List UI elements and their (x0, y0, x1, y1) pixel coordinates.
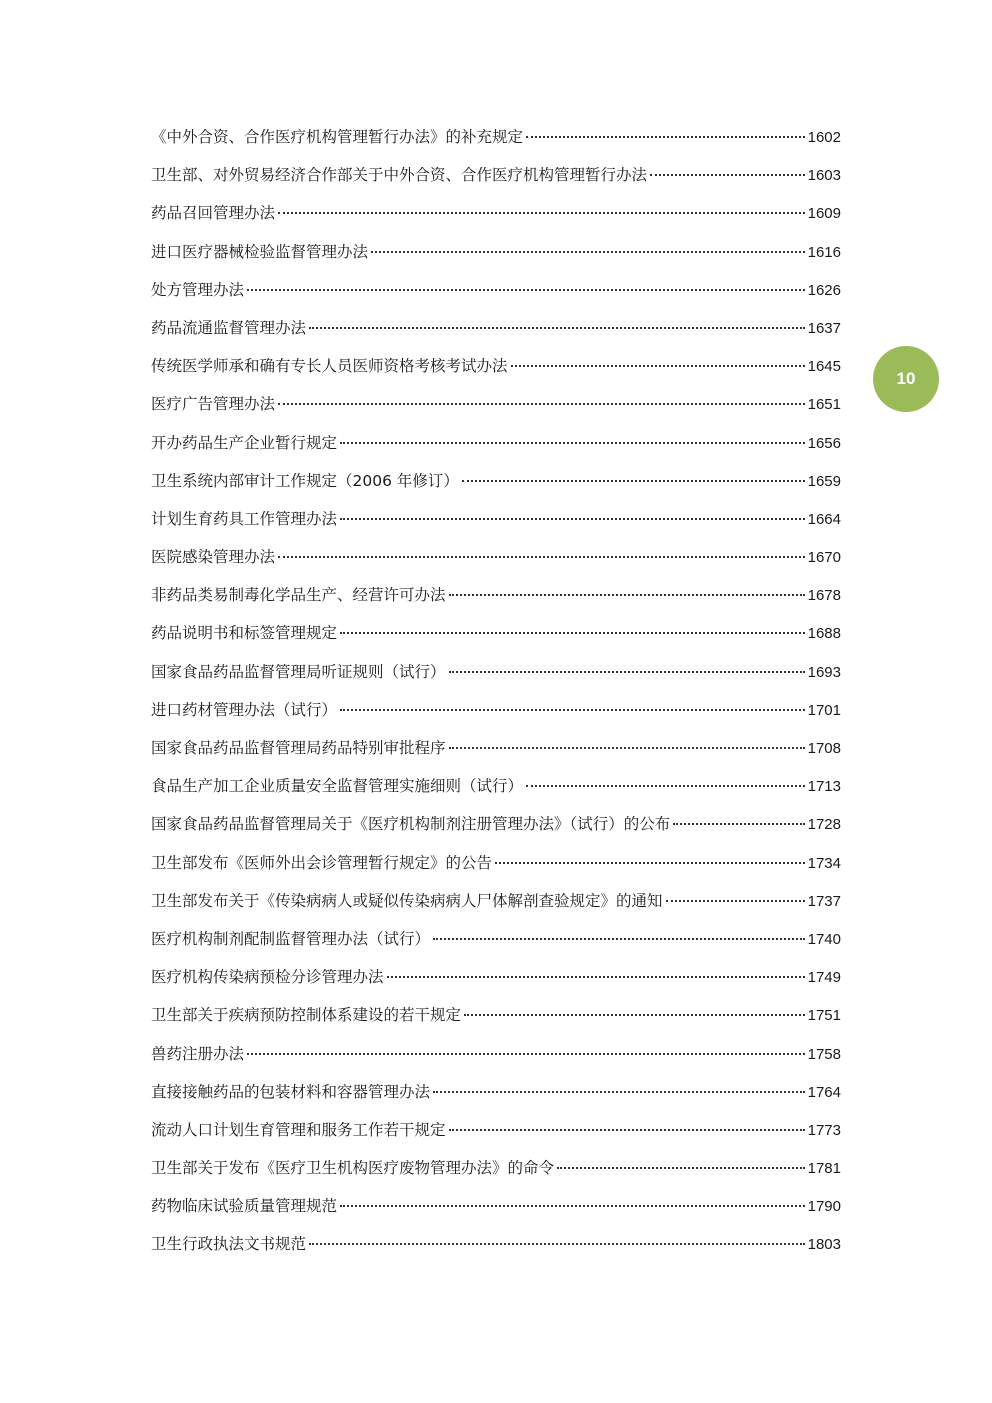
toc-entry[interactable] (151, 309, 841, 347)
toc-entry[interactable] (151, 1035, 841, 1073)
toc-entry-page: 1781 (807, 1160, 841, 1178)
toc-entry[interactable] (151, 156, 841, 194)
toc-entry-title: 国家食品药品监督管理局药品特别审批程序 (151, 739, 446, 757)
toc-entry[interactable] (151, 385, 841, 423)
toc-dot-leader (387, 976, 805, 978)
toc-entry[interactable] (151, 1149, 841, 1187)
toc-entry-page: 1664 (807, 510, 841, 528)
toc-entry-title: 卫生部发布《医师外出会诊管理暂行规定》的公告 (151, 853, 493, 872)
toc-dot-leader (449, 594, 805, 596)
toc-entry[interactable] (151, 347, 841, 385)
toc-entry-title: 流动人口计划生育管理和服务工作若干规定 (151, 1120, 446, 1139)
toc-dot-leader (511, 365, 805, 367)
toc-dot-leader (526, 136, 805, 138)
toc-dot-leader (433, 1091, 805, 1093)
toc-entry[interactable] (151, 462, 841, 500)
toc-dot-leader (247, 1053, 805, 1055)
toc-dot-leader (433, 938, 805, 940)
toc-entry[interactable] (151, 691, 841, 729)
toc-entry[interactable] (151, 958, 841, 996)
toc-entry-title: 兽药注册办法 (151, 1044, 245, 1063)
toc-entry-title: 医疗机构制剂配制监督管理办法（试行） (151, 929, 431, 948)
toc-entry-title: 卫生行政执法文书规范 (151, 1235, 307, 1254)
toc-entry-title: 处方管理办法 (151, 280, 245, 299)
toc-dot-leader (666, 900, 805, 902)
toc-entry[interactable] (151, 614, 841, 652)
toc-entry-title: 药品说明书和标签管理规定 (151, 624, 338, 643)
toc-entry[interactable] (151, 653, 841, 691)
toc-dot-leader (340, 1205, 805, 1207)
toc-entry[interactable] (151, 805, 841, 843)
page-number-badge (873, 346, 939, 412)
toc-dot-leader (464, 1014, 805, 1016)
toc-dot-leader (449, 671, 805, 673)
toc-dot-leader (340, 632, 805, 634)
toc-entry[interactable] (151, 118, 841, 156)
toc-entry[interactable] (151, 1073, 841, 1111)
toc-entry-page: 1740 (807, 930, 841, 948)
toc-entry-page: 1773 (807, 1121, 841, 1139)
toc-entry-title: 卫生部关于疾病预防控制体系建设的若干规定 (151, 1006, 462, 1025)
toc-dot-leader (526, 785, 805, 787)
toc-entry[interactable] (151, 767, 841, 805)
toc-entry-page: 1728 (807, 816, 841, 834)
table-of-contents (151, 118, 841, 1264)
toc-dot-leader (309, 327, 805, 329)
toc-dot-leader (449, 1129, 805, 1131)
toc-dot-leader (650, 174, 805, 176)
toc-entry-page: 1678 (807, 587, 841, 605)
toc-entry[interactable] (151, 882, 841, 920)
toc-entry-page: 1659 (807, 472, 841, 490)
toc-entry-title: 传统医学师承和确有专长人员医师资格考核考试办法 (151, 357, 508, 376)
toc-entry[interactable] (151, 996, 841, 1034)
toc-entry[interactable] (151, 844, 841, 882)
toc-entry-title: 计划生育药具工作管理办法 (151, 509, 338, 528)
toc-dot-leader (340, 442, 805, 444)
toc-entry[interactable] (151, 576, 841, 614)
toc-entry[interactable] (151, 729, 841, 767)
toc-entry-page: 1693 (807, 663, 841, 681)
toc-entry[interactable] (151, 194, 841, 232)
toc-entry-title: 进口药材管理办法（试行） (151, 700, 338, 719)
toc-dot-leader (449, 747, 805, 749)
toc-entry-title: 卫生部、对外贸易经济合作部关于中外合资、合作医疗机构管理暂行办法 (151, 166, 648, 185)
toc-entry-page: 1616 (807, 243, 841, 261)
toc-entry-page: 1688 (807, 625, 841, 643)
toc-entry[interactable] (151, 538, 841, 576)
toc-entry-title: 国家食品药品监督管理局听证规则（试行） (151, 662, 446, 681)
toc-entry[interactable] (151, 233, 841, 271)
toc-dot-leader (557, 1167, 805, 1169)
toc-entry[interactable] (151, 1187, 841, 1225)
toc-entry-page: 1626 (807, 281, 841, 299)
toc-entry-page: 1602 (807, 129, 841, 146)
toc-entry-title: 药品召回管理办法 (151, 204, 276, 223)
toc-entry-title: 药物临床试验质量管理规范 (151, 1197, 338, 1216)
toc-entry-title: 药品流通监督管理办法 (151, 318, 307, 337)
toc-entry[interactable] (151, 424, 841, 462)
toc-entry-page: 1708 (807, 740, 841, 757)
toc-entry-page: 1751 (807, 1007, 841, 1025)
toc-dot-leader (278, 212, 805, 214)
toc-entry-page: 1670 (807, 549, 841, 567)
toc-entry-page: 1749 (807, 969, 841, 987)
toc-entry-page: 1603 (807, 167, 841, 185)
toc-entry-page: 1701 (807, 701, 841, 719)
toc-entry-title: 食品生产加工企业质量安全监督管理实施细则（试行） (151, 777, 524, 796)
toc-entry-page: 1656 (807, 434, 841, 452)
toc-dot-leader (278, 403, 805, 405)
toc-dot-leader (371, 251, 805, 253)
toc-entry-page: 1790 (807, 1198, 841, 1216)
toc-entry-title: 医疗广告管理办法 (151, 395, 276, 414)
toc-entry[interactable] (151, 500, 841, 538)
toc-entry-page: 1645 (807, 358, 841, 376)
toc-entry[interactable] (151, 1225, 841, 1263)
toc-dot-leader (247, 289, 805, 291)
toc-entry-title: 非药品类易制毒化学品生产、经营许可办法 (151, 586, 446, 605)
toc-dot-leader (340, 709, 805, 711)
toc-entry-page: 1637 (807, 319, 841, 337)
toc-entry-title: 直接接触药品的包装材料和容器管理办法 (151, 1082, 431, 1101)
toc-entry-page: 1713 (807, 778, 841, 796)
toc-entry-title: 《中外合资、合作医疗机构管理暂行办法》的补充规定 (151, 128, 524, 146)
toc-entry[interactable] (151, 1111, 841, 1149)
toc-entry-title: 进口医疗器械检验监督管理办法 (151, 242, 369, 261)
toc-dot-leader (673, 823, 804, 825)
toc-entry[interactable] (151, 920, 841, 958)
toc-entry-title: 卫生系统内部审计工作规定（2006 年修订） (151, 471, 459, 490)
toc-entry-title: 医疗机构传染病预检分诊管理办法 (151, 968, 384, 987)
toc-dot-leader (340, 518, 805, 520)
toc-entry-page: 1609 (807, 205, 841, 223)
toc-dot-leader (309, 1243, 805, 1245)
toc-entry-title: 医院感染管理办法 (151, 548, 276, 567)
toc-entry[interactable] (151, 271, 841, 309)
toc-entry-page: 1803 (807, 1236, 841, 1254)
toc-entry-page: 1734 (807, 854, 841, 872)
page-number: 10 (896, 369, 916, 388)
toc-entry-title: 卫生部发布关于《传染病病人或疑似传染病病人尸体解剖查验规定》的通知 (151, 891, 663, 910)
toc-entry-page: 1764 (807, 1083, 841, 1101)
toc-entry-title: 开办药品生产企业暂行规定 (151, 433, 338, 452)
toc-entry-page: 1737 (807, 892, 841, 910)
toc-entry-page: 1758 (807, 1045, 841, 1063)
toc-dot-leader (462, 480, 805, 482)
toc-entry-title: 卫生部关于发布《医疗卫生机构医疗废物管理办法》的命令 (151, 1159, 555, 1178)
toc-entry-page: 1651 (807, 396, 841, 414)
toc-dot-leader (278, 556, 805, 558)
toc-dot-leader (495, 862, 805, 864)
toc-entry-title: 国家食品药品监督管理局关于《医疗机构制剂注册管理办法》（试行）的公布 (151, 815, 671, 834)
